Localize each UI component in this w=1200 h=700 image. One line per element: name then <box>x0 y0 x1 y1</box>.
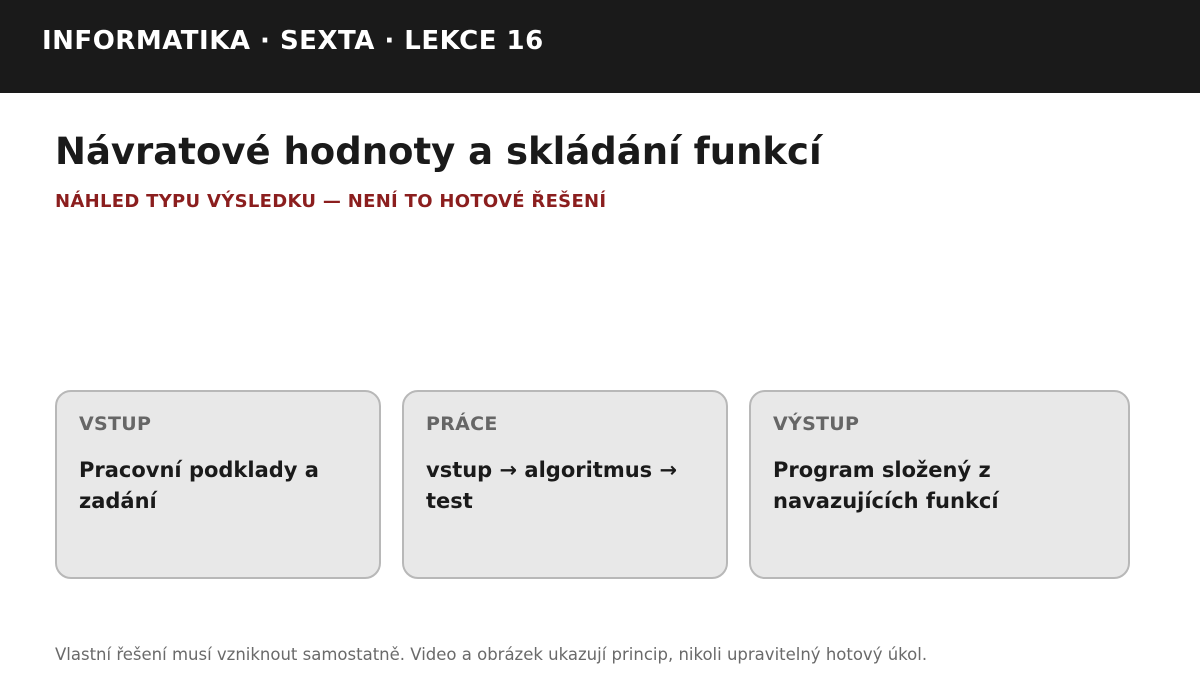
card-text: Pracovní podklady a zadání <box>79 458 319 513</box>
footer-note: Vlastní řešení musí vzniknout samostatně. Video a obrázek ukazují princip, nikoli upravitelný hotový úkol. <box>55 645 928 664</box>
page-subtitle: NÁHLED TYPU VÝSLEDKU — NENÍ TO HOTOVÉ ŘEŠENÍ <box>55 191 607 212</box>
header-bar <box>0 0 1200 93</box>
card-label: VÝSTUP <box>773 413 860 435</box>
card-label: PRÁCE <box>426 413 498 435</box>
card-process <box>402 390 728 579</box>
course-label: INFORMATIKA · SEXTA · LEKCE 16 <box>42 26 544 56</box>
card-text: Program složený z navazujících funkcí <box>773 458 999 513</box>
card-input <box>55 390 381 579</box>
card-text: vstup → algoritmus → test <box>426 458 678 513</box>
page-title: Návratové hodnoty a skládání funkcí <box>55 130 822 173</box>
card-output <box>749 390 1130 579</box>
card-label: VSTUP <box>79 413 152 435</box>
